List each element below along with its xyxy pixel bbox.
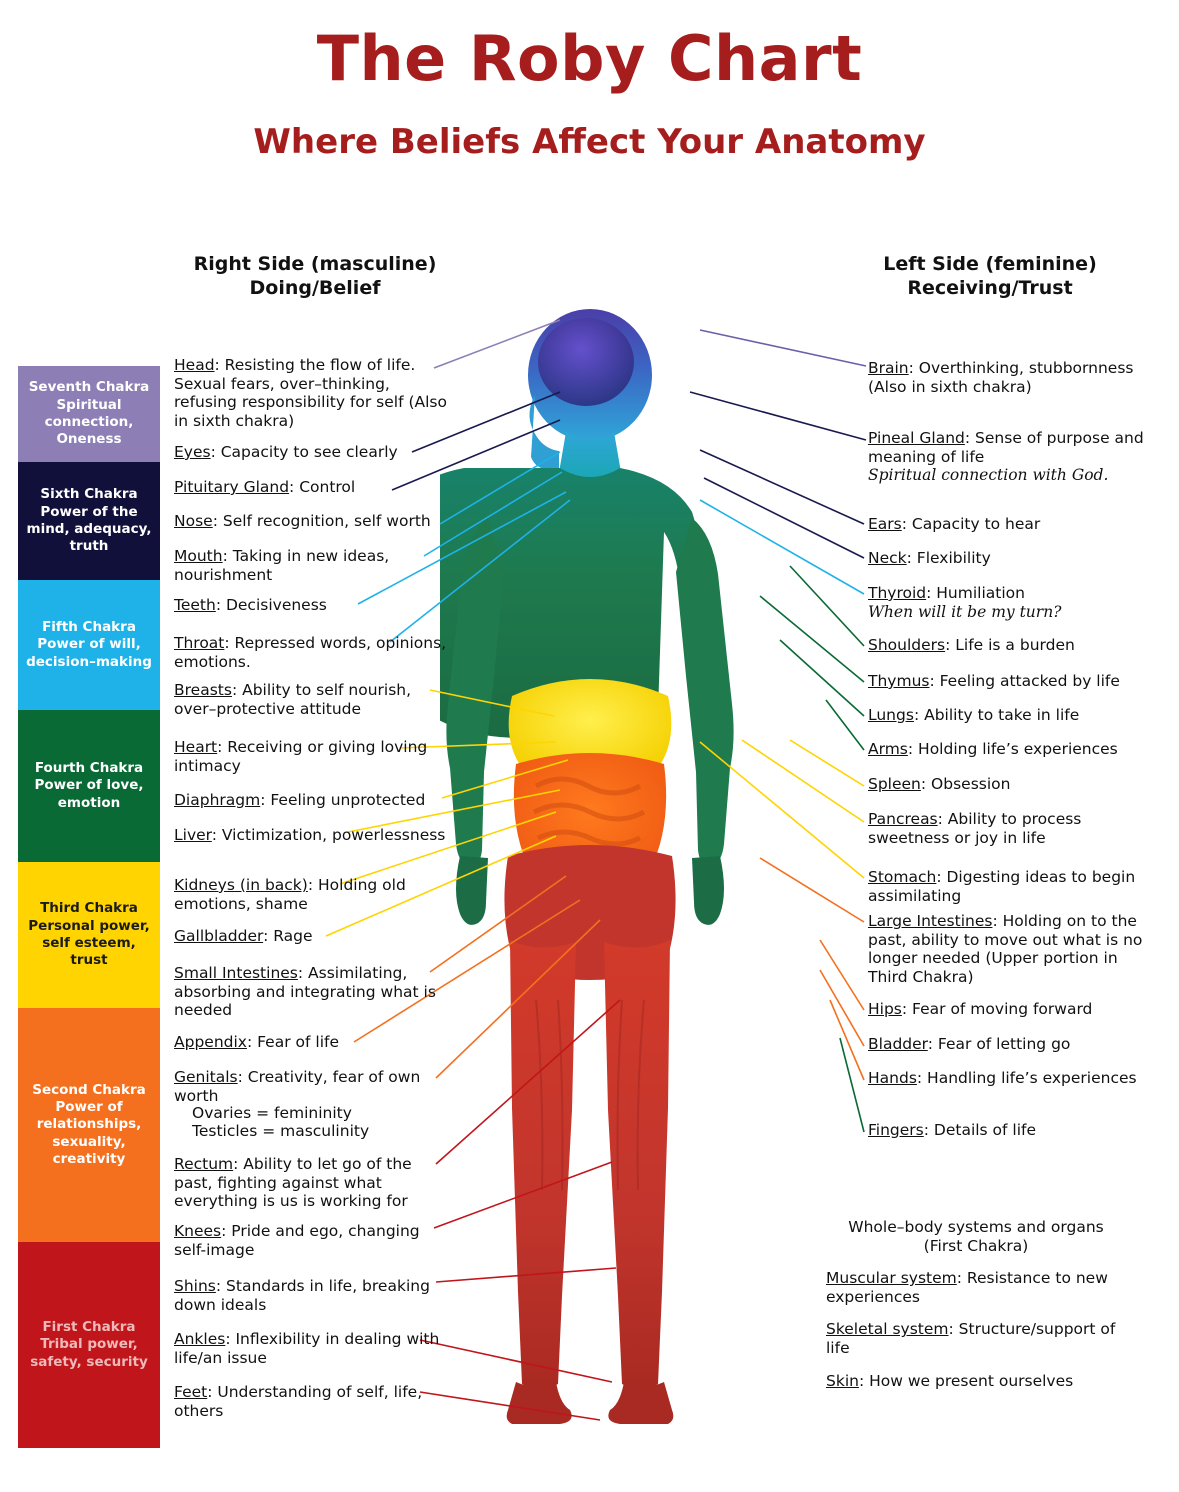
chakra-label: Fifth Chakra Power of will, decision–making — [26, 619, 152, 670]
anatomy-label-key: Liver — [174, 826, 212, 844]
anatomy-label-text: : Ability to process sweetness or joy in life — [868, 810, 1082, 847]
anatomy-label — [868, 868, 1146, 905]
anatomy-label-key: Large Intestines — [868, 912, 993, 930]
anatomy-label-key: Shins — [174, 1277, 216, 1295]
anatomy-label-key: Ears — [868, 515, 902, 533]
anatomy-label-emphasis: Spiritual connection with God. — [868, 466, 1109, 485]
anatomy-label-key: Small Intestines — [174, 964, 298, 982]
anatomy-label-text: : Overthinking, stubbornness (Also in sixth chakra) — [868, 359, 1134, 396]
anatomy-label — [868, 1000, 1146, 1019]
anatomy-label-text: : Fear of life — [246, 1033, 339, 1051]
whole-body-items — [826, 1269, 1126, 1390]
anatomy-label — [174, 681, 450, 718]
anatomy-label-text: : Holding on to the past, ability to move out what is no longer needed (Upper portion in Third Chakra) — [868, 912, 1143, 986]
anatomy-label-key: Gallbladder — [174, 927, 264, 945]
anatomy-label-emphasis: When will it be my turn? — [868, 602, 1062, 621]
anatomy-label — [868, 706, 1146, 725]
anatomy-label — [868, 584, 1146, 621]
anatomy-label — [174, 356, 450, 430]
anatomy-label-text: : Holding old emotions, shame — [174, 876, 406, 913]
anatomy-label-key: Shoulders — [868, 636, 946, 654]
right-side-heading-line2: Doing/Belief — [249, 276, 381, 299]
whole-body-item — [826, 1372, 1126, 1391]
chakra-label: Seventh Chakra Spiritual connection, Oneness — [28, 379, 150, 448]
anatomy-label-key: Thyroid — [868, 584, 927, 602]
anatomy-label-key: Pineal Gland — [868, 429, 965, 447]
anatomy-label-key: Eyes — [174, 443, 211, 461]
chakra-label: First Chakra Tribal power, safety, security — [30, 1319, 148, 1370]
anatomy-label-text: : Resisting the flow of life. Sexual fears, over–thinking, refusing responsibility for self (Also in sixth chakra) — [174, 356, 447, 430]
anatomy-label-text: : Taking in new ideas, nourishment — [174, 547, 390, 584]
anatomy-label-key: Genitals — [174, 1068, 238, 1086]
anatomy-label-key: Arms — [868, 740, 908, 758]
anatomy-label-text: Ovaries = femininity — [192, 1104, 352, 1122]
whole-body-title-line2: (First Chakra) — [923, 1236, 1029, 1255]
whole-body-item-key: Skin — [826, 1371, 859, 1390]
anatomy-label — [868, 636, 1146, 655]
anatomy-label-text: : Feeling attacked by life — [929, 672, 1120, 690]
anatomy-label — [868, 1069, 1146, 1088]
anatomy-label-key: Fingers — [868, 1121, 924, 1139]
anatomy-label — [174, 1068, 450, 1105]
whole-body-item — [826, 1320, 1126, 1357]
anatomy-label — [174, 1104, 468, 1123]
anatomy-label-key: Stomach — [868, 868, 937, 886]
anatomy-label-text: : Ability to let go of the past, fighting against what everything is us is working for — [174, 1155, 412, 1211]
anatomy-label-text: Testicles = masculinity — [192, 1122, 370, 1140]
whole-body-systems-block — [826, 1218, 1126, 1404]
anatomy-label-key: Teeth — [174, 596, 216, 614]
anatomy-label — [174, 964, 450, 1020]
whole-body-item — [826, 1269, 1126, 1306]
anatomy-label-text: : Control — [289, 478, 356, 496]
anatomy-label-text: : Understanding of self, life, others — [174, 1383, 423, 1420]
chakra-segment — [18, 1242, 160, 1448]
anatomy-label-text: : Ability to take in life — [913, 706, 1080, 724]
anatomy-label — [174, 1155, 450, 1211]
anatomy-label — [174, 512, 450, 531]
anatomy-label-key: Breasts — [174, 681, 232, 699]
anatomy-label-text: : Pride and ego, changing self-image — [174, 1222, 420, 1259]
whole-body-item-key: Muscular system — [826, 1269, 957, 1288]
anatomy-label-key: Hands — [868, 1069, 917, 1087]
anatomy-illustration — [440, 300, 740, 1450]
anatomy-label-key: Rectum — [174, 1155, 234, 1173]
anatomy-label — [174, 443, 450, 462]
anatomy-label — [868, 359, 1146, 396]
anatomy-label — [868, 429, 1146, 485]
anatomy-label-text: : Ability to self nourish, over–protective attitude — [174, 681, 412, 718]
anatomy-label-text: : Repressed words, opinions, emotions. — [174, 634, 447, 671]
anatomy-label-text: : Humiliation — [926, 584, 1025, 602]
anatomy-label — [174, 791, 450, 810]
anatomy-label — [868, 1121, 1146, 1140]
anatomy-label — [174, 1033, 450, 1052]
anatomy-label-key: Knees — [174, 1222, 222, 1240]
anatomy-label-text: : Self recognition, self worth — [212, 512, 431, 530]
anatomy-label — [868, 912, 1146, 986]
anatomy-label-text: : Life is a burden — [945, 636, 1075, 654]
anatomy-label-key: Throat — [174, 634, 225, 652]
anatomy-label — [174, 1222, 450, 1259]
whole-body-item-text: : How we present ourselves — [858, 1371, 1074, 1390]
anatomy-label-text: : Flexibility — [906, 549, 991, 567]
anatomy-label-text: : Feeling unprotected — [260, 791, 426, 809]
page-title: The Roby Chart — [316, 22, 863, 95]
anatomy-label-text: : Inflexibility in dealing with life/an issue — [174, 1330, 440, 1367]
anatomy-label-text: : Sense of purpose and meaning of life — [868, 429, 1144, 466]
right-side-heading — [170, 253, 460, 301]
chakra-segment — [18, 366, 160, 462]
anatomy-label — [174, 1383, 450, 1420]
anatomy-label-key: Diaphragm — [174, 791, 261, 809]
anatomy-label-key: Mouth — [174, 547, 223, 565]
anatomy-label-key: Brain — [868, 359, 909, 377]
anatomy-label — [868, 810, 1146, 847]
anatomy-label — [174, 826, 450, 845]
anatomy-label-text: : Capacity to hear — [901, 515, 1041, 533]
anatomy-label — [868, 775, 1146, 794]
left-side-heading — [845, 253, 1135, 301]
left-side-heading-line1: Left Side (feminine) — [883, 253, 1097, 275]
anatomy-label-key: Feet — [174, 1383, 208, 1401]
anatomy-label-text: : Decisiveness — [215, 596, 327, 614]
chakra-segment — [18, 710, 160, 862]
anatomy-label-text: : Obsession — [920, 775, 1011, 793]
anatomy-label-text: : Receiving or giving loving intimacy — [174, 738, 428, 775]
anatomy-label-text: : Rage — [263, 927, 313, 945]
anatomy-label-text: : Assimilating, absorbing and integrating what is needed — [174, 964, 436, 1020]
anatomy-label — [174, 478, 450, 497]
anatomy-label — [174, 596, 450, 615]
anatomy-label — [174, 1277, 450, 1314]
page-subtitle: Where Beliefs Affect Your Anatomy — [253, 122, 926, 162]
anatomy-label-text: : Capacity to see clearly — [210, 443, 398, 461]
anatomy-label-text: : Details of life — [923, 1121, 1037, 1139]
chakra-legend — [18, 366, 160, 1448]
anatomy-label — [174, 876, 450, 913]
anatomy-label-text: : Digesting ideas to begin assimilating — [868, 868, 1136, 905]
chakra-segment — [18, 580, 160, 710]
anatomy-label-key: Pancreas — [868, 810, 938, 828]
whole-body-title-line1: Whole–body systems and organs — [848, 1218, 1104, 1236]
whole-body-item-text: : Resistance to new experiences — [826, 1269, 1108, 1306]
anatomy-label-text: : Fear of moving forward — [901, 1000, 1093, 1018]
anatomy-label — [174, 1122, 468, 1141]
anatomy-label-key: Kidneys (in back) — [174, 876, 308, 894]
anatomy-label — [174, 1330, 450, 1367]
chakra-label: Sixth Chakra Power of the mind, adequacy, truth — [26, 486, 152, 555]
anatomy-label — [868, 1035, 1146, 1054]
anatomy-label-key: Neck — [868, 549, 907, 567]
anatomy-label — [174, 634, 450, 671]
anatomy-label-text: : Holding life’s experiences — [907, 740, 1118, 758]
anatomy-label-text: : Fear of letting go — [927, 1035, 1071, 1053]
anatomy-label-key: Ankles — [174, 1330, 226, 1348]
anatomy-label-text: : Creativity, fear of own worth — [174, 1068, 421, 1105]
anatomy-label — [868, 549, 1146, 568]
anatomy-label-text: : Standards in life, breaking down ideals — [174, 1277, 430, 1314]
anatomy-label — [868, 672, 1146, 691]
chakra-label: Second Chakra Power of relationships, sexuality, creativity — [32, 1081, 146, 1167]
anatomy-label — [868, 515, 1146, 534]
anatomy-label-key: Thymus — [868, 672, 930, 690]
whole-body-item-key: Skeletal system — [826, 1320, 949, 1339]
anatomy-label — [868, 740, 1146, 759]
whole-body-item-text: : Structure/support of life — [826, 1320, 1116, 1357]
anatomy-label — [174, 738, 450, 775]
anatomy-label-key: Nose — [174, 512, 213, 530]
anatomy-label-key: Spleen — [868, 775, 921, 793]
chakra-label: Third Chakra Personal power, self esteem, trust — [28, 900, 150, 969]
left-side-heading-line2: Receiving/Trust — [907, 276, 1073, 299]
anatomy-label-text: : Victimization, powerlessness — [211, 826, 446, 844]
chakra-segment — [18, 462, 160, 580]
anatomy-label — [174, 927, 450, 946]
anatomy-label-key: Bladder — [868, 1035, 928, 1053]
anatomy-label-key: Lungs — [868, 706, 914, 724]
anatomy-label-key: Hips — [868, 1000, 902, 1018]
anatomy-label-key: Head — [174, 356, 215, 374]
anatomy-label-key: Appendix — [174, 1033, 247, 1051]
chakra-segment — [18, 862, 160, 1008]
anatomy-label — [174, 547, 450, 584]
anatomy-label-key: Heart — [174, 738, 218, 756]
chakra-segment — [18, 1008, 160, 1242]
chakra-label: Fourth Chakra Power of love, emotion — [34, 760, 144, 811]
right-side-heading-line1: Right Side (masculine) — [193, 253, 437, 275]
anatomy-label-key: Pituitary Gland — [174, 478, 290, 496]
anatomy-label-text: : Handling life’s experiences — [916, 1069, 1137, 1087]
